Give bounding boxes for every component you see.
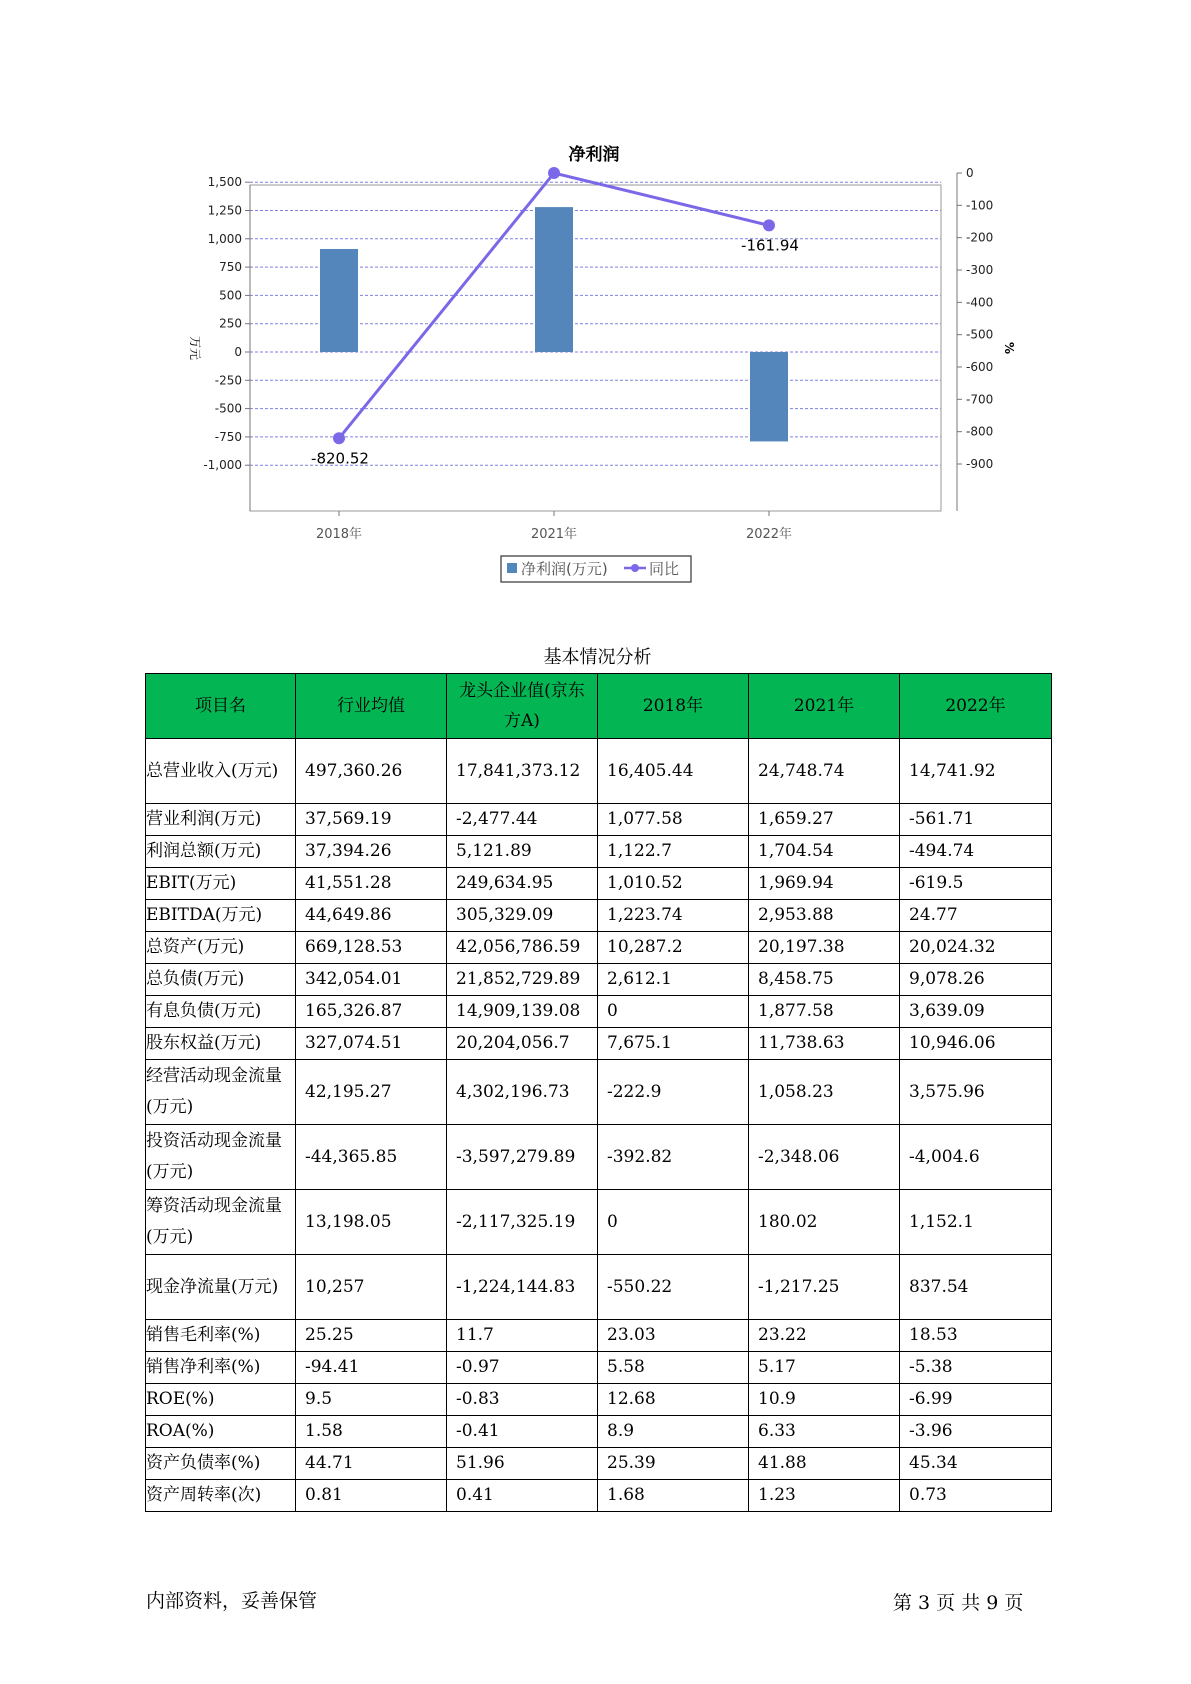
table-row <box>146 1060 1052 1125</box>
table-cell: 249,634.95 <box>447 868 598 900</box>
table-cell: 44.71 <box>296 1448 447 1480</box>
basic-analysis-table <box>145 673 1052 1512</box>
table-cell: 1,058.23 <box>749 1060 900 1125</box>
table-cell: 1,877.58 <box>749 996 900 1028</box>
row-label: ROA(%) <box>146 1416 296 1448</box>
y-tick-label: 1,500 <box>207 175 242 190</box>
y2-tick-label: -900 <box>966 457 994 471</box>
header-leader-value: 龙头企业值(京东方A) <box>447 674 598 739</box>
row-label: 有息负债(万元) <box>146 996 296 1028</box>
table-header-row <box>146 674 1052 739</box>
y-axis-label: 万元 <box>188 335 202 361</box>
footer-page-number: 第 3 页 共 9 页 <box>893 1592 1024 1614</box>
row-label: 营业利润(万元) <box>146 804 296 836</box>
table-cell: -1,224,144.83 <box>447 1255 598 1320</box>
net-profit-bar <box>320 249 358 352</box>
y2-axis-label: % <box>1002 341 1016 355</box>
header-2018: 2018年 <box>598 674 749 739</box>
y2-tick-label: -200 <box>966 230 994 245</box>
row-label: 销售净利率(%) <box>146 1352 296 1384</box>
table-row <box>146 996 1052 1028</box>
x-axis <box>316 511 792 542</box>
table-cell: 1,969.94 <box>749 868 900 900</box>
table-cell: 9.5 <box>296 1384 447 1416</box>
table-cell: 327,074.51 <box>296 1028 447 1060</box>
table-cell: 1,223.74 <box>598 900 749 932</box>
table-cell: 1.58 <box>296 1416 447 1448</box>
table-cell: -5.38 <box>900 1352 1052 1384</box>
x-tick-label: 2022年 <box>745 527 793 542</box>
table-cell: 3,575.96 <box>900 1060 1052 1125</box>
table-cell: 23.22 <box>749 1320 900 1352</box>
table-cell: 1,077.58 <box>598 804 749 836</box>
y-tick-label: 1,250 <box>207 203 242 218</box>
row-label: EBIT(万元) <box>146 868 296 900</box>
yoy-point <box>333 432 345 444</box>
table-row <box>146 1352 1052 1384</box>
table-cell: -3.96 <box>900 1416 1052 1448</box>
row-label: EBITDA(万元) <box>146 900 296 932</box>
table-cell: 25.25 <box>296 1320 447 1352</box>
y2-tick-label: -500 <box>966 327 994 342</box>
table-row <box>146 1255 1052 1320</box>
table-cell: 41,551.28 <box>296 868 447 900</box>
table-cell: 42,056,786.59 <box>447 932 598 964</box>
table-row <box>146 739 1052 804</box>
table-cell: 21,852,729.89 <box>447 964 598 996</box>
table-row <box>146 1384 1052 1416</box>
y2-tick-label: -300 <box>966 263 994 277</box>
table-cell: 17,841,373.12 <box>447 739 598 804</box>
table-cell: 0 <box>598 996 749 1028</box>
y-tick-label: 500 <box>219 288 242 303</box>
table-cell: -1,217.25 <box>749 1255 900 1320</box>
table-cell: 5.58 <box>598 1352 749 1384</box>
table-cell: 18.53 <box>900 1320 1052 1352</box>
table-cell: -494.74 <box>900 836 1052 868</box>
row-label: 股东权益(万元) <box>146 1028 296 1060</box>
table-cell: 42,195.27 <box>296 1060 447 1125</box>
legend-line-label: 同比 <box>649 560 680 578</box>
y-tick-label: 0 <box>234 345 242 359</box>
table-cell: 497,360.26 <box>296 739 447 804</box>
y-tick-label: 1,000 <box>207 231 242 246</box>
row-label: 投资活动现金流量(万元) <box>146 1125 296 1190</box>
y2-tick-label: -800 <box>966 424 994 439</box>
table-cell: 10,257 <box>296 1255 447 1320</box>
table-cell: 12.68 <box>598 1384 749 1416</box>
legend-bar-label: 净利润(万元) <box>521 560 608 578</box>
table-cell: 23.03 <box>598 1320 749 1352</box>
y2-tick-label: -400 <box>966 295 994 310</box>
bar-series <box>320 207 788 441</box>
net-profit-bar <box>535 207 573 352</box>
chart-title: 净利润 <box>568 145 620 165</box>
table-cell: 51.96 <box>447 1448 598 1480</box>
table-cell: -94.41 <box>296 1352 447 1384</box>
table-cell: 1,152.1 <box>900 1190 1052 1255</box>
table-cell: -6.99 <box>900 1384 1052 1416</box>
table-cell: -0.83 <box>447 1384 598 1416</box>
row-label: 销售毛利率(%) <box>146 1320 296 1352</box>
row-label: 总营业收入(万元) <box>146 739 296 804</box>
table-cell: -3,597,279.89 <box>447 1125 598 1190</box>
table-cell: -2,477.44 <box>447 804 598 836</box>
table-cell: 837.54 <box>900 1255 1052 1320</box>
table-cell: 0.81 <box>296 1480 447 1512</box>
table-cell: -619.5 <box>900 868 1052 900</box>
table-cell: -561.71 <box>900 804 1052 836</box>
footer-confidential: 内部资料，妥善保管 <box>146 1590 318 1612</box>
table-cell: 3,639.09 <box>900 996 1052 1028</box>
yoy-point <box>763 219 775 231</box>
x-tick-label: 2021年 <box>530 527 578 542</box>
y-tick-label: 250 <box>219 316 242 331</box>
table-cell: 8,458.75 <box>749 964 900 996</box>
y2-tick-label: 0 <box>966 166 974 180</box>
table-cell: 45.34 <box>900 1448 1052 1480</box>
row-label: 总负债(万元) <box>146 964 296 996</box>
table-cell: 1,010.52 <box>598 868 749 900</box>
legend-bar-swatch <box>507 563 517 573</box>
row-label: 现金净流量(万元) <box>146 1255 296 1320</box>
table-row <box>146 964 1052 996</box>
table-cell: 37,394.26 <box>296 836 447 868</box>
table-row <box>146 1416 1052 1448</box>
table-cell: 13,198.05 <box>296 1190 447 1255</box>
table-cell: 20,204,056.7 <box>447 1028 598 1060</box>
table-cell: -2,348.06 <box>749 1125 900 1190</box>
table-row <box>146 1480 1052 1512</box>
table-cell: 9,078.26 <box>900 964 1052 996</box>
table-cell: 14,741.92 <box>900 739 1052 804</box>
table-cell: 0 <box>598 1190 749 1255</box>
table-row <box>146 1448 1052 1480</box>
table-cell: 10,946.06 <box>900 1028 1052 1060</box>
table-cell: 5,121.89 <box>447 836 598 868</box>
table-cell: -4,004.6 <box>900 1125 1052 1190</box>
table-cell: 11.7 <box>447 1320 598 1352</box>
table-cell: 41.88 <box>749 1448 900 1480</box>
table-cell: 669,128.53 <box>296 932 447 964</box>
y-tick-label: -250 <box>214 373 242 388</box>
legend-line-marker <box>631 564 639 572</box>
row-label: ROE(%) <box>146 1384 296 1416</box>
table-cell: 2,612.1 <box>598 964 749 996</box>
chart-legend <box>501 556 691 582</box>
table-cell: 25.39 <box>598 1448 749 1480</box>
header-item-name: 项目名 <box>146 674 296 739</box>
table-row <box>146 900 1052 932</box>
x-tick-label: 2018年 <box>315 527 363 542</box>
table-cell: 6.33 <box>749 1416 900 1448</box>
table-row <box>146 868 1052 900</box>
table-cell: 37,569.19 <box>296 804 447 836</box>
y-tick-label: -1,000 <box>203 458 242 473</box>
yoy-point <box>548 167 560 179</box>
header-industry-avg: 行业均值 <box>296 674 447 739</box>
table-row <box>146 1320 1052 1352</box>
table-cell: 1,704.54 <box>749 836 900 868</box>
row-label: 利润总额(万元) <box>146 836 296 868</box>
table-cell: 342,054.01 <box>296 964 447 996</box>
table-cell: 180.02 <box>749 1190 900 1255</box>
table-cell: 14,909,139.08 <box>447 996 598 1028</box>
right-axis <box>957 166 993 511</box>
row-label: 资产周转率(次) <box>146 1480 296 1512</box>
y-tick-label: -750 <box>214 429 242 444</box>
table-caption: 基本情况分析 <box>543 647 652 668</box>
table-cell: -0.41 <box>447 1416 598 1448</box>
row-label: 总资产(万元) <box>146 932 296 964</box>
y-tick-label: -500 <box>214 401 242 416</box>
y2-tick-label: -700 <box>966 392 994 407</box>
table-cell: 2,953.88 <box>749 900 900 932</box>
left-axis <box>203 175 250 511</box>
table-cell: 20,197.38 <box>749 932 900 964</box>
table-cell: 165,326.87 <box>296 996 447 1028</box>
row-label: 筹资活动现金流量(万元) <box>146 1190 296 1255</box>
y2-tick-label: -600 <box>966 360 994 374</box>
table-row <box>146 1028 1052 1060</box>
table-cell: 1,659.27 <box>749 804 900 836</box>
table-cell: 44,649.86 <box>296 900 447 932</box>
row-label: 经营活动现金流量(万元) <box>146 1060 296 1125</box>
table-cell: 10,287.2 <box>598 932 749 964</box>
table-cell: 1.68 <box>598 1480 749 1512</box>
row-label: 资产负债率(%) <box>146 1448 296 1480</box>
table-cell: -2,117,325.19 <box>447 1190 598 1255</box>
table-cell: 0.73 <box>900 1480 1052 1512</box>
table-cell: -392.82 <box>598 1125 749 1190</box>
table-cell: 11,738.63 <box>749 1028 900 1060</box>
table-cell: 4,302,196.73 <box>447 1060 598 1125</box>
table-cell: 1,122.7 <box>598 836 749 868</box>
data-label: -161.94 <box>741 236 799 255</box>
table-cell: 5.17 <box>749 1352 900 1384</box>
table-row <box>146 1190 1052 1255</box>
table-cell: 8.9 <box>598 1416 749 1448</box>
table-row <box>146 932 1052 964</box>
table-cell: -550.22 <box>598 1255 749 1320</box>
table-cell: 24,748.74 <box>749 739 900 804</box>
net-profit-bar <box>750 352 788 441</box>
table-row <box>146 1125 1052 1190</box>
header-2021: 2021年 <box>749 674 900 739</box>
table-cell: 0.41 <box>447 1480 598 1512</box>
table-cell: 10.9 <box>749 1384 900 1416</box>
table-row <box>146 804 1052 836</box>
table-cell: 1.23 <box>749 1480 900 1512</box>
table-cell: 305,329.09 <box>447 900 598 932</box>
table-cell: 16,405.44 <box>598 739 749 804</box>
table-row <box>146 836 1052 868</box>
y2-tick-label: -100 <box>966 198 994 213</box>
table-cell: -222.9 <box>598 1060 749 1125</box>
data-label: -820.52 <box>311 449 369 468</box>
y-tick-label: 750 <box>219 260 242 275</box>
header-2022: 2022年 <box>900 674 1052 739</box>
table-cell: 7,675.1 <box>598 1028 749 1060</box>
table-cell: -0.97 <box>447 1352 598 1384</box>
table-cell: -44,365.85 <box>296 1125 447 1190</box>
table-cell: 20,024.32 <box>900 932 1052 964</box>
net-profit-chart <box>0 0 1191 600</box>
table-cell: 24.77 <box>900 900 1052 932</box>
